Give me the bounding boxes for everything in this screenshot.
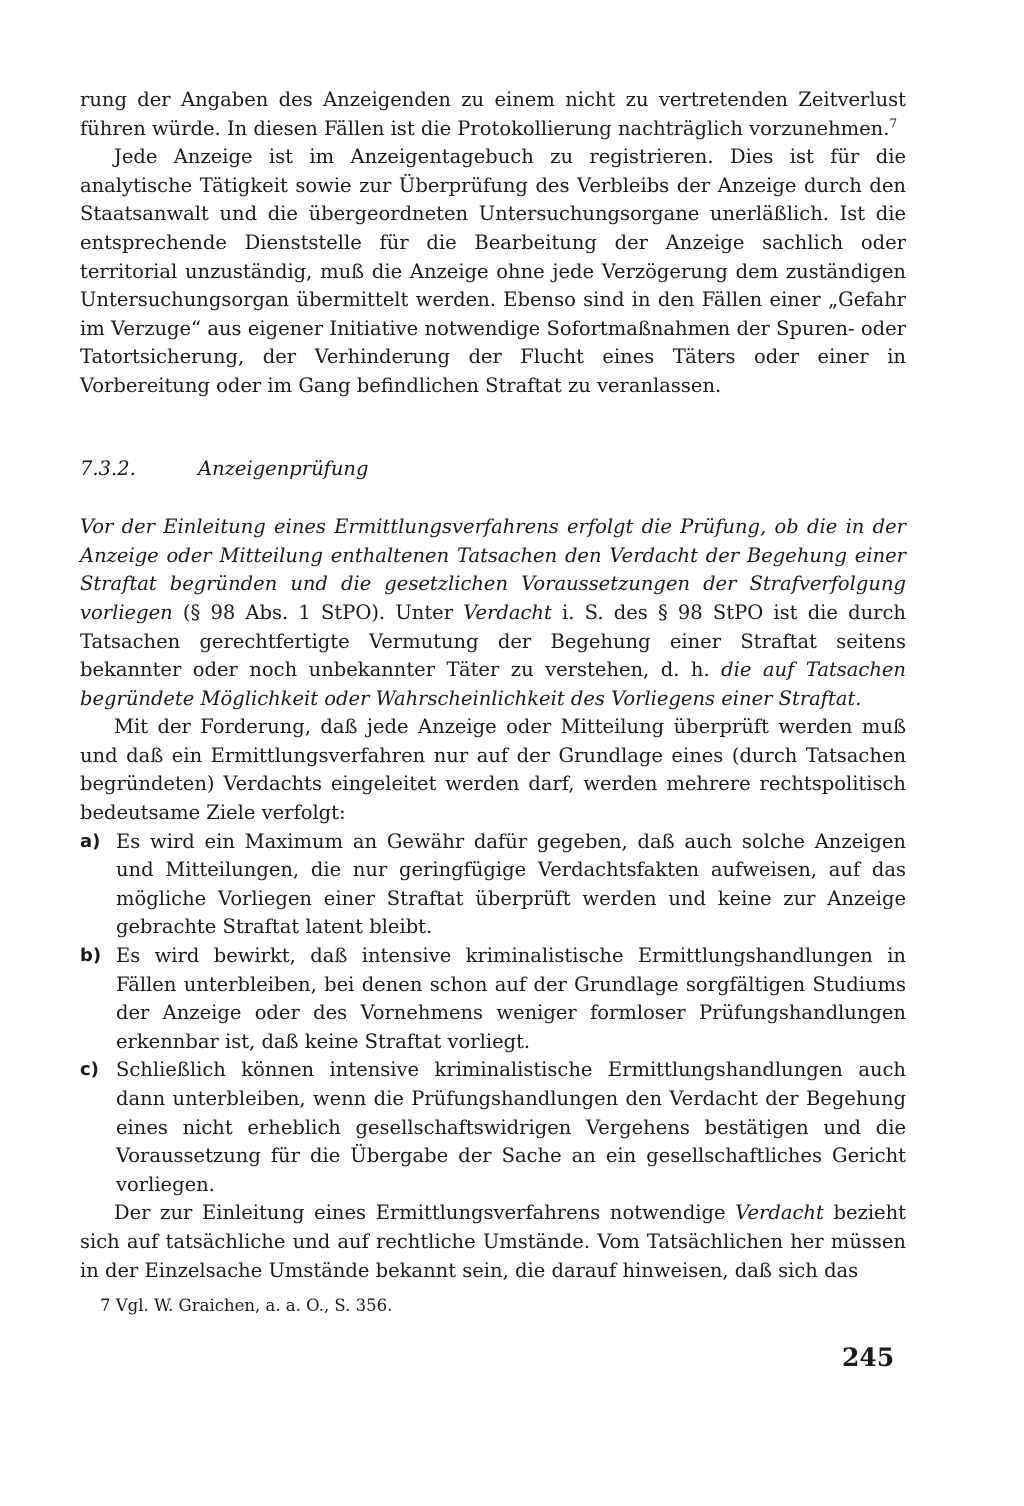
page-number: 245 (842, 1343, 895, 1372)
paragraph-registration: Jede Anzeige ist im Anzeigentagebuch zu registrieren. Dies ist für die analytische Tätigkeit sowie zur Überprüfung des Verbleibs der Anzeige durch den Staatsanwalt und die übergeordneten Untersuchungsorgane unerläßlich. Ist die entsprechende Dienststelle für die Bearbeitung der Anzeige sachlich oder territorial unzuständig, muß die Anzeige ohne jede Verzögerung dem zuständigen Untersuchungsorgan übermittelt werden. Ebenso sind in den Fällen einer „Gefahr im Verzuge“ aus eigener Initiative notwendige Sofortmaßnahmen der Spuren- oder Tatortsicherung, der Verhinderung der Flucht eines Täters oder einer in Vorbereitung oder im Gang befindlichen Straftat zu veranlassen. (80, 145, 906, 397)
list-marker: c) (80, 1059, 99, 1081)
list-item-text: Es wird ein Maximum an Gewähr dafür gegeben, daß auch solche Anzeigen und Mitteilungen, die nur geringfügige Verdachtsfakten aufweisen, auf das mögliche Vorliegen einer Straftat überprüft werden und keine zur Anzeige gebrachte Straftat latent bleibt. (116, 829, 906, 939)
plain-text: bezieht sich auf tatsächliche und auf rechtliche Umstände. Vom Tatsächlichen her müssen in der Einzelsache Umstände bekannt sein, die darauf hinweisen, daß sich das (80, 1201, 906, 1282)
italic-term: Verdacht (735, 1201, 824, 1225)
paragraph-goals: Mit der Forderung, daß jede Anzeige oder Mitteilung überprüft werden muß und daß ein Ermittlungsverfahren nur auf der Grundlage eines (durch Tatsachen begründeten) Verdachts eingeleitet werden darf, werden mehrere rechtspolitisch bedeutsame Ziele verfolgt: (80, 715, 906, 825)
list-marker: b) (80, 945, 102, 967)
goals-list (80, 828, 906, 1200)
section-title: Anzeigenprüfung (198, 456, 369, 480)
footnote-reference: 7 (889, 116, 898, 131)
list-item (80, 828, 906, 942)
section-heading (80, 455, 906, 484)
plain-text: (§ 98 Abs. 1 StPO). Unter (172, 600, 464, 624)
italic-text: Vor der Einleitung eines Ermittlungsverfahrens erfolgt die Prüfung, ob die in der Anzeige oder Mitteilung enthaltenen Tatsachen den Verdacht der Begehung einer Straftat begründen und die gesetzlichen Voraussetzungen der Strafverfolgung vorliegen (80, 515, 906, 624)
paragraph-definition (80, 513, 906, 713)
list-marker: a) (80, 830, 101, 852)
section-number: 7.3.2. (80, 456, 136, 480)
list-item-text: Schließlich können intensive kriminalistische Ermittlungshandlungen auch dann unterbleiben, wenn die Prüfungshandlungen den Verdacht der Begehung eines nicht erheblich gesellschaftswidrigen Vergehens bestätigen und die Voraussetzung für die Übergabe der Sache an ein gesellschaftliches Gericht vorliegen. (116, 1058, 906, 1196)
page-body (80, 86, 906, 1285)
list-item-text: Es wird bewirkt, daß intensive kriminalistische Ermittlungshandlungen in Fällen unterbleiben, bei denen schon auf der Grundlage sorgfältigen Studiums der Anzeige oder des Vornehmens weniger formloser Prüfungshandlungen erkennbar ist, daß keine Straftat vorliegt. (116, 944, 906, 1053)
italic-text: die auf Tatsachen begründete Möglichkeit oder Wahrscheinlichkeit des Vorliegens einer Straftat. (80, 658, 906, 710)
list-item (80, 942, 906, 1056)
plain-text: i. S. des § 98 StPO ist die durch Tatsachen gerechtfertigte Vermutung der Begehung einer Straftat seitens bekannter oder noch unbekannter Täter zu verstehen, d. h. (80, 600, 906, 682)
footnote: 7 Vgl. W. Graichen, a. a. O., S. 356. (100, 1296, 393, 1315)
italic-term: Verdacht (463, 600, 552, 624)
paragraph-text: rung der Angaben des Anzeigenden zu einem nicht zu vertretenden Zeitverlust führen würde. In diesen Fällen ist die Protokollierung nachträglich vorzunehmen. (80, 88, 906, 140)
paragraph-suspicion (80, 1199, 906, 1285)
paragraph-continuation (80, 86, 906, 143)
list-item (80, 1056, 906, 1199)
plain-text: Der zur Einleitung eines Ermittlungsverfahrens notwendige (114, 1201, 736, 1225)
